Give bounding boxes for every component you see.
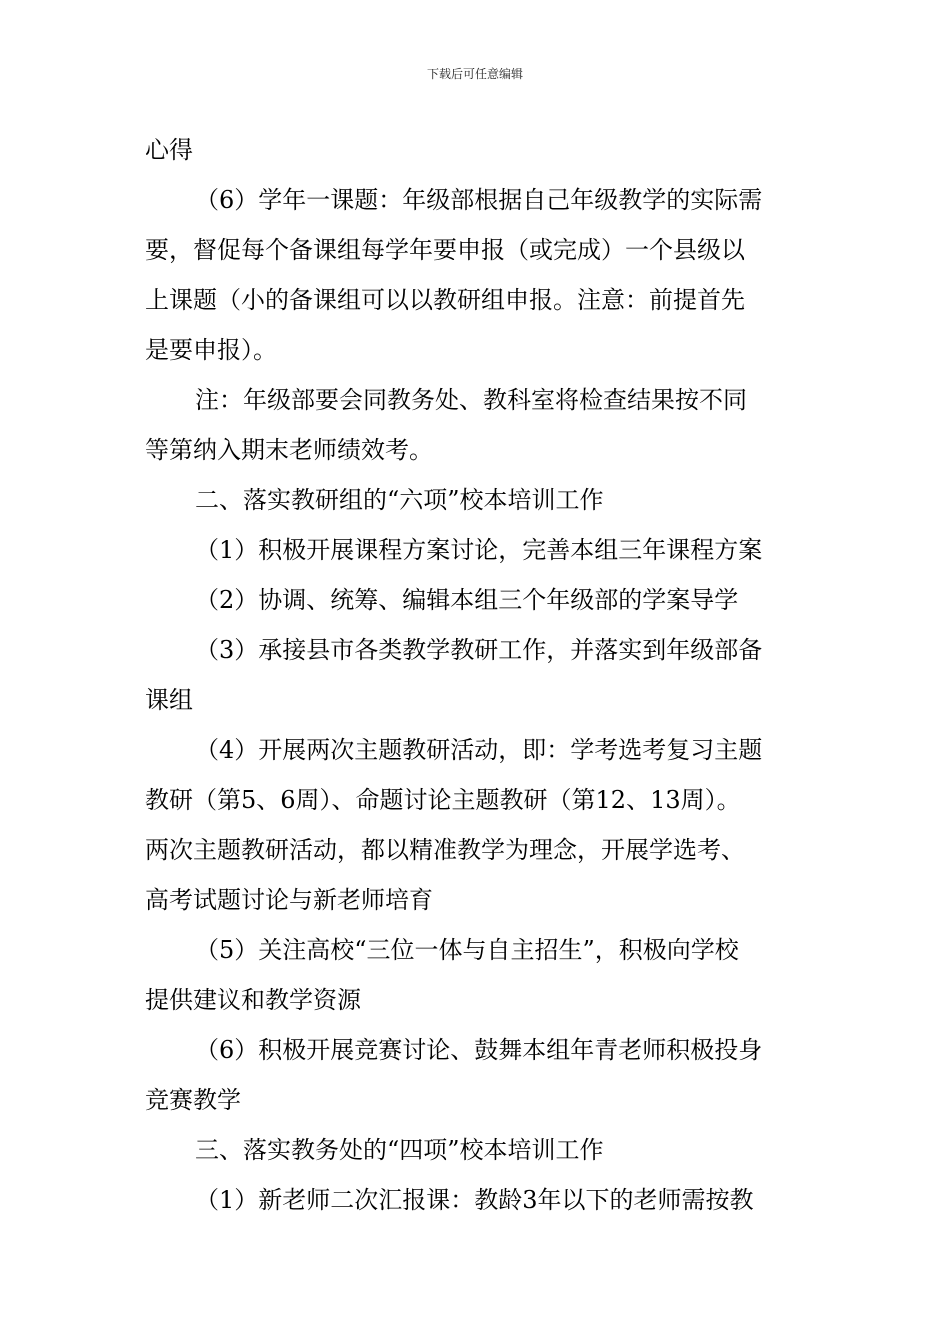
text-line: （1）积极开展课程方案讨论，完善本组三年课程方案	[195, 536, 763, 564]
text-line: 等第纳入期末老师绩效考。	[145, 436, 433, 464]
section-heading: 二、落实教研组的“六项”校本培训工作	[195, 486, 604, 514]
text-line: 两次主题教研活动，都以精准教学为理念，开展学选考、	[145, 836, 745, 864]
text-line: 课组	[145, 686, 193, 714]
text-line: （6）积极开展竞赛讨论、鼓舞本组年青老师积极投身	[195, 1036, 763, 1064]
text-line: 上课题（小的备课组可以以教研组申报。注意：前提首先	[145, 286, 745, 314]
text-line: （1）新老师二次汇报课：教龄3年以下的老师需按教	[195, 1186, 754, 1214]
text-line: 高考试题讨论与新老师培育	[145, 886, 433, 914]
text-line: 教研（第5、6周）、命题讨论主题教研（第12、13周）。	[145, 786, 741, 814]
text-line: （5）关注高校“三位一体与自主招生”，积极向学校	[195, 936, 739, 964]
section-heading: 三、落实教务处的“四项”校本培训工作	[195, 1136, 604, 1164]
text-line: 是要申报）。	[145, 336, 277, 364]
text-line: （2）协调、统筹、编辑本组三个年级部的学案导学	[195, 586, 739, 614]
text-line: （4）开展两次主题教研活动，即：学考选考复习主题	[195, 736, 763, 764]
page-header-note: 下载后可任意编辑	[426, 67, 523, 81]
text-line: （3）承接县市各类教学教研工作，并落实到年级部备	[195, 636, 763, 664]
text-line: 心得	[145, 136, 193, 164]
text-line: 竞赛教学	[145, 1086, 241, 1114]
text-line: （6）学年一课题：年级部根据自己年级教学的实际需	[195, 186, 763, 214]
text-line: 要，督促每个备课组每学年要申报（或完成）一个县级以	[145, 236, 745, 264]
text-line: 提供建议和教学资源	[145, 986, 361, 1014]
text-line: 注：年级部要会同教务处、教科室将检查结果按不同	[195, 386, 747, 414]
